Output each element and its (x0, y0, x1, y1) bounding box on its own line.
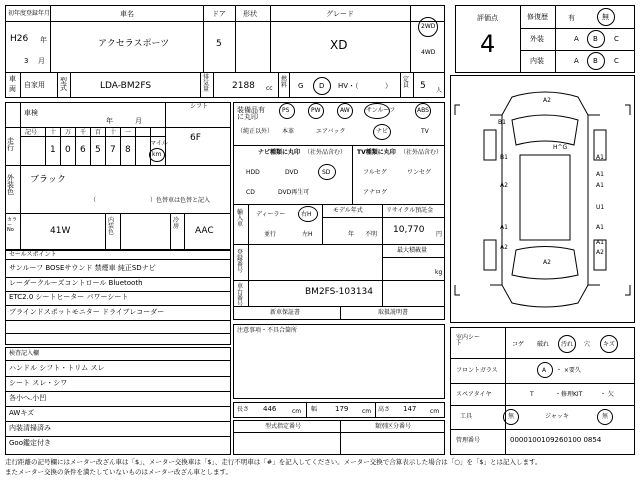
dims-height-unit: cm (430, 408, 440, 415)
mileage-label: 走行 (7, 137, 14, 152)
door-value: 5 (216, 39, 222, 49)
diag-label-3: A1 (596, 154, 604, 161)
sales-line-2: ETC2.0 シートヒーター パワーシート (9, 293, 129, 301)
name-value: アクセラスポーツ (98, 39, 170, 49)
dims-width-unit: cm (362, 408, 372, 415)
dims-width-label: 幅 (311, 406, 318, 413)
grade-label: グレード (326, 10, 354, 18)
sales-line-3: ブラインドスポットモニター ドライブレコーダー (9, 308, 165, 316)
reg-label: 初年度登録年月 (8, 10, 51, 17)
seat-kizu: キズ (603, 341, 615, 348)
degree-yes: 有 (568, 14, 575, 22)
diag-label-13: A2 (500, 244, 508, 251)
import-left: 左H (302, 231, 313, 238)
equip-abs: ABS (417, 107, 429, 114)
color-no-value: 41W (50, 226, 71, 236)
degree-label: 修復歴 (527, 13, 548, 21)
seat-koge: コゲ (512, 341, 525, 348)
sales-line-0: サンルーフ BOSEサウンド 禁煙車 純正SDナビ (9, 264, 156, 272)
row2-type: 自家用 (24, 81, 45, 89)
drive-4wd: 4WD (421, 49, 436, 56)
manual-label: 取扱説明書 (378, 309, 409, 316)
dims-length: 446 (263, 405, 277, 413)
spare-label: スペアタイヤ (456, 391, 492, 398)
import-parallel: 並行 (264, 231, 277, 238)
diag-label-14: A2 (596, 249, 604, 256)
import-dealer: ディーラー (256, 211, 286, 218)
exterior-label: 外装 (530, 35, 544, 43)
mileage-unit-3: 千 (80, 129, 87, 136)
diag-label-0: A2 (543, 97, 551, 104)
shift-value: 6F (190, 133, 201, 143)
equip-navi: ナビ (376, 128, 389, 135)
mgmt-value: 0000100109260100 0854 (510, 436, 602, 444)
diag-label-10: A1 (596, 239, 604, 246)
mgmt-label: 管理番号 (456, 437, 481, 444)
diag-label-9: A1 (500, 224, 508, 231)
seat-yogore: 汚れ (561, 341, 574, 348)
navi-cd: CD (246, 189, 255, 196)
sales-line-1: レーダークルーズコントロール Bluetooth (9, 279, 143, 287)
shape-label: 形状 (243, 10, 257, 18)
registered-label: 登録番号 (237, 249, 244, 274)
mileage-digit-1: 0 (65, 145, 71, 155)
mileage-digit-3: 5 (95, 145, 101, 155)
equip-leather: 本革 (282, 128, 295, 135)
inspector-line-0: ハンドル シフト・トリム スレ (9, 364, 105, 372)
equip-sunroof: サンルーフ (366, 107, 396, 114)
notes-label: 注意事項・不具合箇所 (237, 327, 298, 334)
door-label: ドア (212, 10, 226, 18)
tv-oneseg: ワンセグ (407, 169, 432, 176)
aircon-label: 冷房 (173, 217, 180, 230)
interior-label: 内装 (530, 57, 544, 65)
row2-ryo: 両 (9, 85, 16, 93)
name-label: 車名 (120, 10, 134, 18)
tools-label: 工具 (460, 413, 473, 420)
row2-cap-label: 定員 (403, 76, 410, 89)
interior-a: A (574, 57, 579, 65)
row2-disp: 2188 (232, 81, 255, 91)
tv-label: TV種類に丸印 (357, 149, 396, 156)
dims-length-label: 長さ (237, 406, 250, 413)
mileage-unit-4: 百 (95, 129, 102, 136)
spare-kit: ・修理KIT (555, 391, 583, 398)
diag-label-2: B1 (500, 154, 508, 161)
seat-yabure: 破れ (537, 341, 550, 348)
row2-kind-label: 型式 (60, 77, 67, 92)
recycle-value: 10,770 (393, 225, 425, 235)
row2-fuel-g: G (298, 82, 304, 90)
inspector-line-2: 各小へ.小凹 (9, 394, 47, 402)
exterior-a: A (574, 35, 579, 43)
inspection-month: 月 (135, 117, 142, 125)
tv-sub: （社外品含む） (400, 149, 443, 156)
equip-aw: AW (340, 107, 350, 114)
score-label: 評価点 (477, 14, 498, 22)
recycle-label: リサイクル預託金 (386, 207, 434, 214)
shift-label: シフト (190, 103, 209, 110)
inspector-label: 検査記入欄 (9, 350, 40, 357)
navi-dvd-play: DVD再生可 (278, 189, 310, 196)
diag-label-12: A2 (543, 259, 551, 266)
score-value: 4 (480, 30, 496, 58)
equip-ps: PS (282, 107, 290, 114)
degree-no: 無 (602, 13, 609, 21)
model-year-nen: 年 (348, 231, 355, 238)
color-paren: （ ）色替車は色替と記入 (90, 197, 211, 204)
inspector-line-1: シート スレ・シワ (9, 379, 68, 387)
max-load-label: 最大積載量 (397, 247, 428, 254)
mileage-unit-5: 十 (110, 129, 117, 136)
warranty-label: 新車保証書 (270, 309, 301, 316)
equip-pw: PW (311, 107, 321, 114)
row2-sha: 車 (9, 75, 16, 83)
diag-label-7: A1 (596, 171, 604, 178)
dims-height: 147 (403, 405, 417, 413)
color-label: 外装色 (7, 174, 14, 196)
mileage-digit-5: 8 (125, 145, 131, 155)
import-label: 輸入車 (237, 209, 244, 228)
model-year-label: モデル年式 (333, 207, 363, 214)
spare-none: ・ 欠 (600, 391, 614, 398)
spare-t: T (530, 391, 534, 398)
diag-label-8: A1 (596, 224, 604, 231)
inspector-line-5: Goo鑑定付き (9, 439, 51, 447)
exterior-b: B (593, 35, 598, 43)
row2-model: LDA-BM2FS (100, 81, 152, 91)
navi-dvd: DVD (285, 169, 299, 176)
reg-era: H26 (10, 34, 29, 44)
row2-fuel-label: 燃料 (281, 76, 288, 89)
seat-ana: 穴 (584, 341, 591, 348)
drive-2wd: 2WD (421, 23, 436, 30)
mileage-unit-mile: マイル (150, 140, 168, 147)
windshield-label: フロントガラス (456, 367, 498, 374)
row2-fuel-d: D (319, 82, 325, 90)
jack-label: ジャッキ (545, 413, 569, 420)
row2-disp-label: 排気量 (203, 74, 210, 93)
max-load-unit: kg (435, 269, 443, 276)
mileage-unit-2: 万 (65, 129, 72, 136)
mileage-unit-1: 十 (50, 129, 57, 136)
windshield-b: ・ ×要久 (556, 367, 581, 374)
aircon-value: AAC (195, 226, 214, 236)
recycle-unit: 円 (436, 231, 443, 238)
row2-fuel-close: ） (385, 82, 392, 90)
interior-color-label: 内装色 (108, 217, 115, 236)
type-approval-label: 型式指定番号 (265, 423, 302, 430)
mileage-digit-0: 1 (50, 145, 56, 155)
import-right: 右H (301, 211, 312, 218)
dims-width: 179 (335, 405, 349, 413)
row2-cap-unit: 人 (436, 87, 443, 94)
footer-line1: 走行距離の記号欄にはメーター改ざん車は「$」、メーター交換車は「$」、走行不明車は「#」を記入してください。メーター交換で合算表示した場合は「○」を「$」とは記入します。 (5, 458, 542, 466)
navi-hdd: HDD (246, 169, 260, 176)
mileage-digit-2: 6 (80, 145, 86, 155)
reg-year-suffix: 年 (40, 36, 47, 44)
diag-label-6: H^G (553, 144, 568, 151)
row2-cc: cc (266, 85, 273, 92)
navi-sub: （社外品含む） (304, 149, 347, 156)
chassis-label: 車台番号 (237, 283, 244, 308)
equip-tv: TV (421, 128, 429, 135)
tools-none: 無 (508, 413, 515, 420)
navi-sd: SD (322, 169, 331, 176)
class-label: 類別区分番号 (375, 423, 412, 430)
diag-label-11: U1 (596, 204, 605, 211)
tv-fullseg: フルセグ (363, 169, 387, 176)
sales-label: セールスポイント (9, 251, 57, 258)
mileage-unit-km: km (152, 151, 162, 158)
interior-c: C (614, 57, 619, 65)
vehicle-damage-diagram (450, 75, 635, 323)
footer-line2: またメーター交換の条件を満たしていないものはメーター改ざん車とします。 (5, 468, 232, 476)
equipment-sub: （純正以外） (237, 128, 274, 135)
reg-month: 3 (24, 57, 29, 65)
jack-none: 無 (602, 413, 609, 420)
tv-analog: アナログ (363, 189, 388, 196)
dims-length-unit: cm (292, 408, 302, 415)
navi-label: ナビ種類に丸印 (258, 149, 301, 156)
diag-label-1: B1 (498, 119, 506, 126)
mileage-digit-4: 7 (110, 145, 116, 155)
mileage-unit-6: 一 (125, 129, 132, 136)
inspector-line-4: 内装清掃済み (9, 424, 51, 432)
model-year-unknown: 不明 (365, 231, 378, 238)
interior-b: B (593, 57, 598, 65)
interior-seat-label: 室内シート (456, 334, 481, 347)
reg-month-suffix: 月 (38, 57, 45, 65)
dims-height-label: 高さ (378, 406, 391, 413)
diag-label-5: A2 (500, 182, 508, 189)
inspection-label: 車検 (24, 109, 38, 117)
chassis-value: BM2FS-103134 (305, 287, 374, 297)
equipment-label: 装備品有に丸印 (237, 106, 265, 121)
equip-airbag: エアバック (316, 128, 346, 135)
color-no-label: カラーNo (7, 217, 18, 233)
color-value: ブラック (30, 175, 66, 185)
exterior-c: C (614, 35, 619, 43)
diag-label-4: A1 (596, 182, 604, 189)
mileage-unit-0: 記号 (25, 129, 38, 136)
inspection-year: 年 (106, 117, 113, 125)
windshield-a: A (542, 367, 547, 374)
row2-cap: 5 (420, 81, 426, 91)
row2-fuel-hv: HV・（ (338, 82, 359, 90)
grade-value: XD (330, 38, 348, 52)
inspector-line-3: AWキズ (9, 409, 35, 417)
